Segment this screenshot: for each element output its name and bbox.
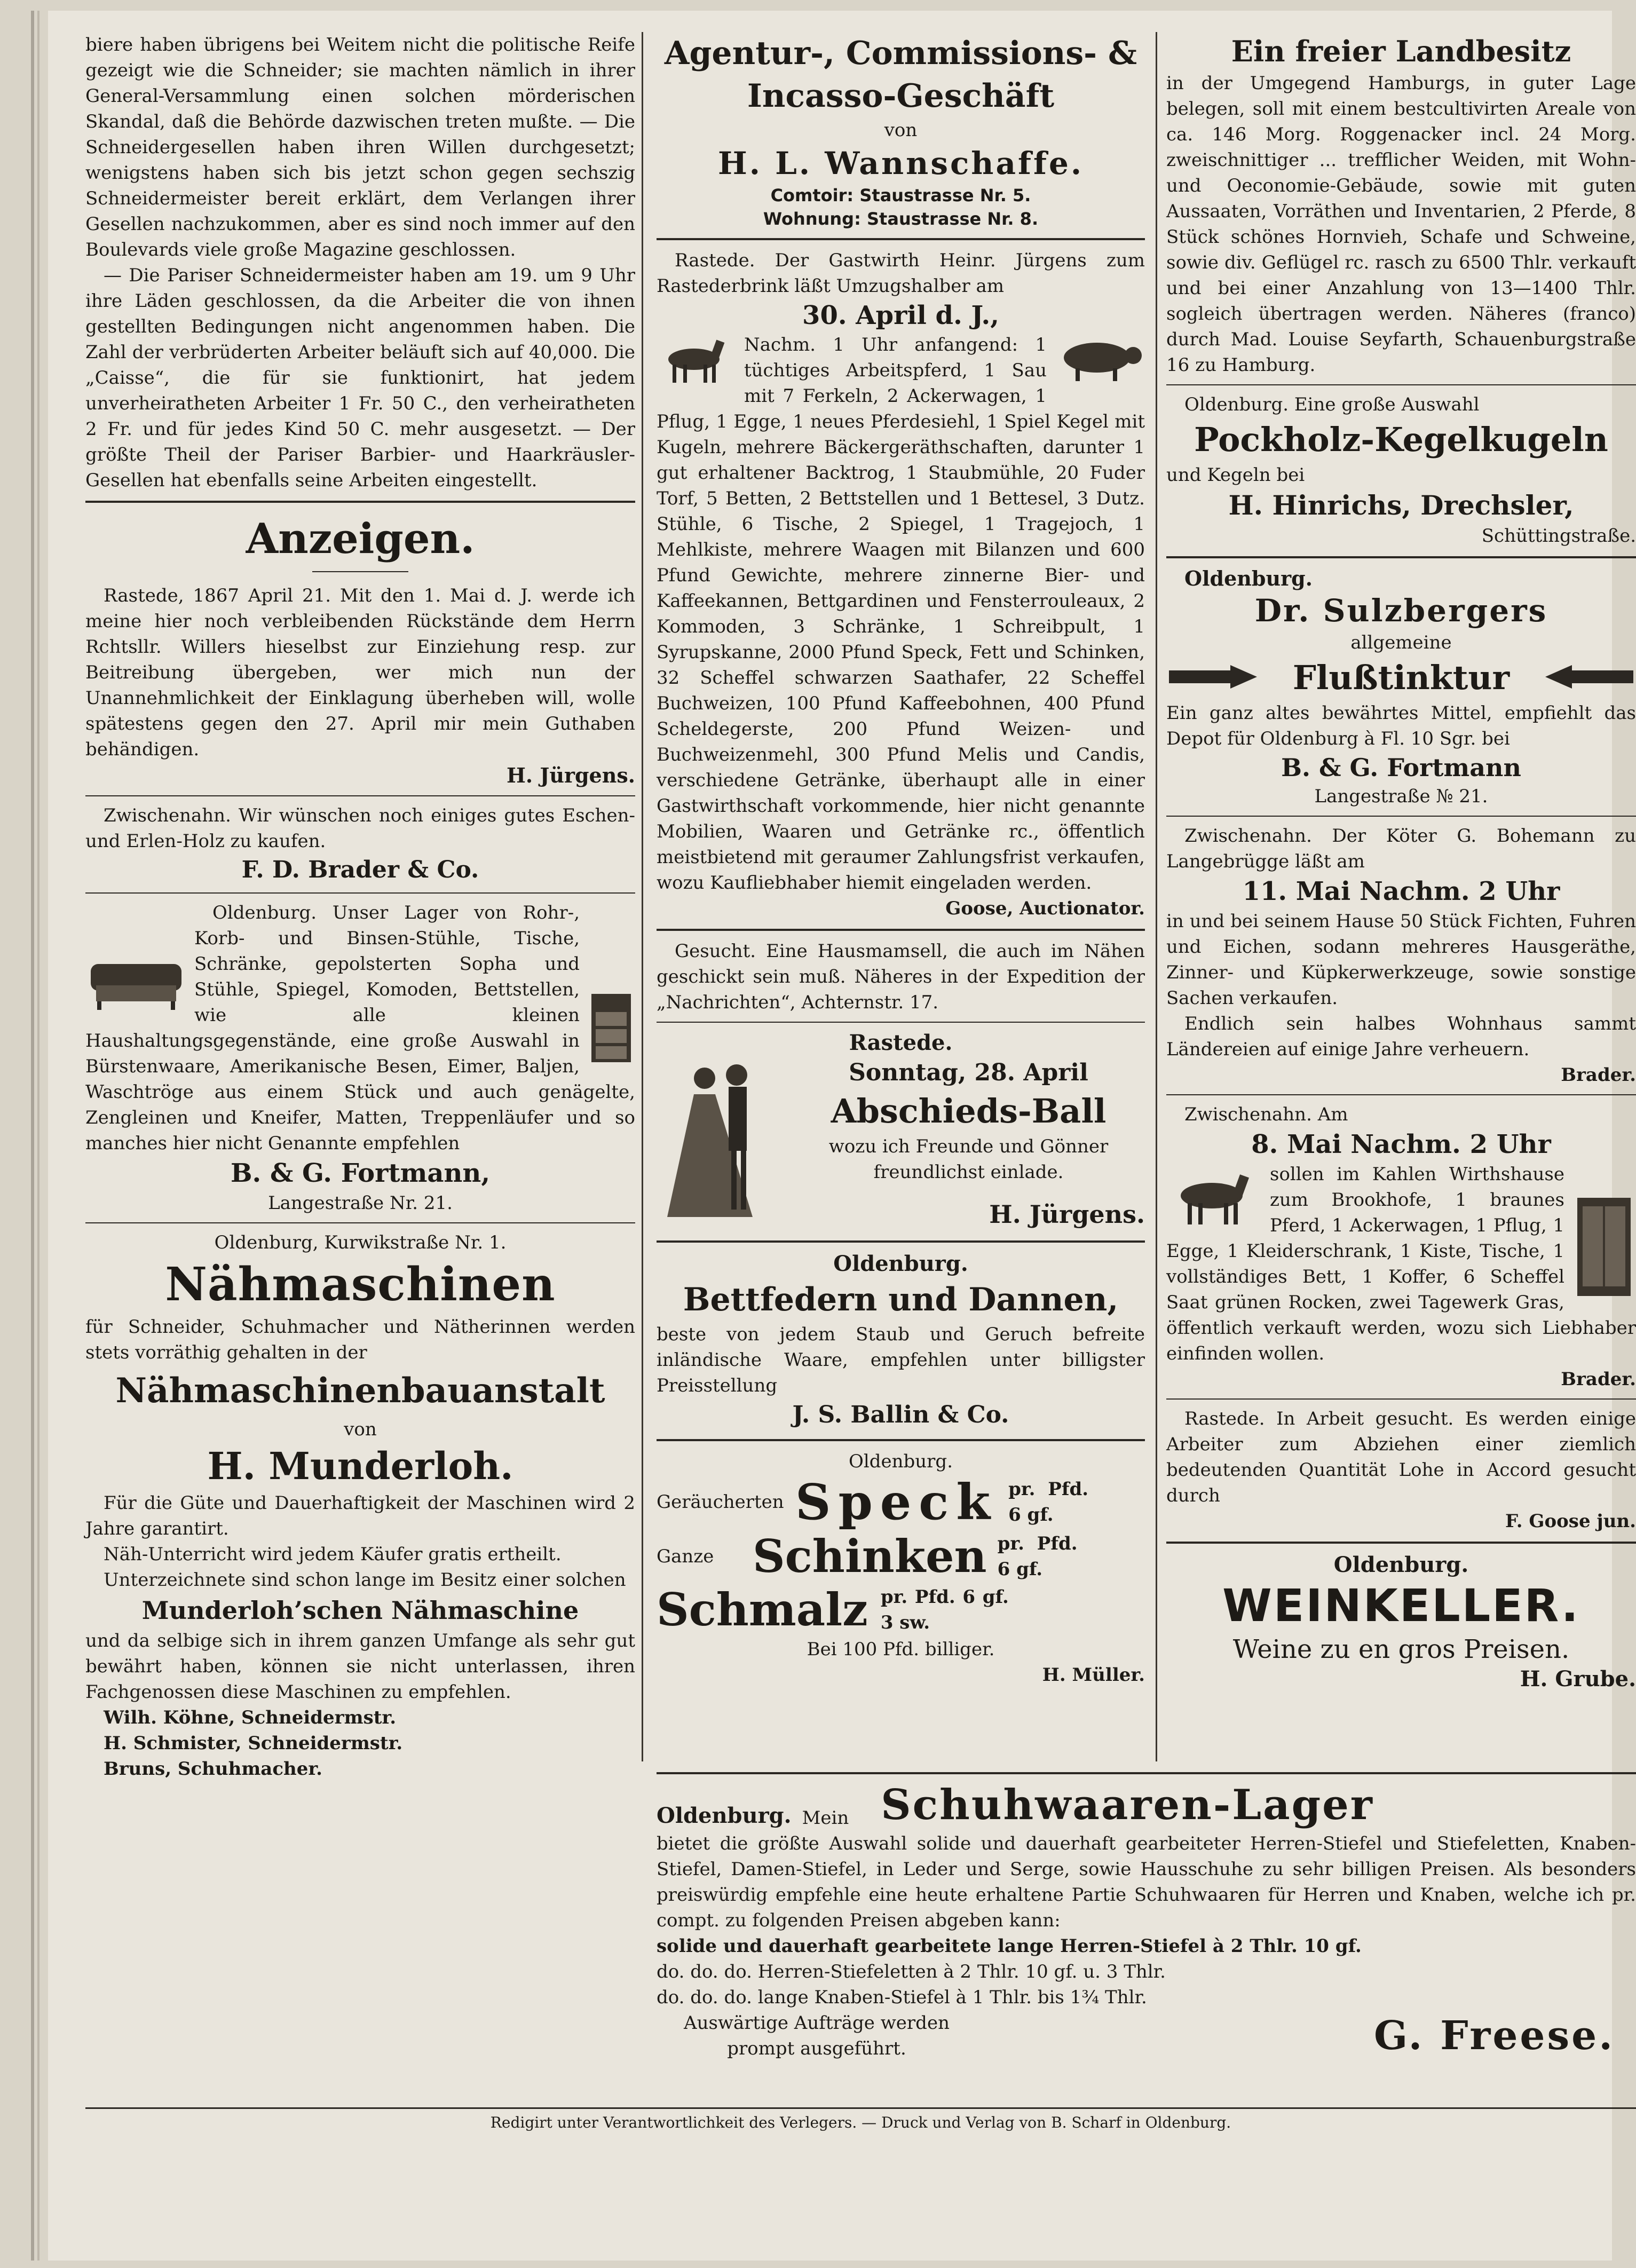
bett-text: beste von jedem Staub und Geruch befreite inländische Waare, empfehlen unter billigster Preisstellung <box>657 1324 1145 1396</box>
zwischenahn-1-date: 11. Mai Nachm. 2 Uhr <box>1242 876 1560 906</box>
arbeit-text: Rastede. In Arbeit gesucht. Es werden einige Arbeiter zum Abziehen einer ziemlich bedeutenden Quantität Lohe in Accord gesucht durch <box>1166 1408 1636 1506</box>
page-edge-inner <box>37 11 39 2261</box>
wein-text: Weine zu en gros Preisen. <box>1232 1634 1570 1664</box>
kegel-text: und Kegeln bei <box>1166 464 1305 486</box>
horse-illustration <box>657 335 737 388</box>
speck-heading: Speck <box>795 1473 998 1531</box>
ball-sign: H. Jürgens. <box>989 1200 1145 1229</box>
signer-1: Wilh. Köhne, Schneidermstr. <box>104 1707 397 1728</box>
incasso-heading: Incasso-Geschäft <box>747 77 1055 115</box>
weinkeller-heading: WEINKELLER. <box>1222 1579 1580 1632</box>
auction-head: Rastede. Der Gastwirth Heinr. Jürgens zum Rastederbrink läßt Umzugshalber am <box>657 250 1145 297</box>
divider <box>657 238 1145 240</box>
zwischenahn-2-head: Zwischenahn. Am <box>1184 1104 1348 1125</box>
news-text: biere haben übrigens bei Weitem nicht die politische Reife gezeigt wie die Schneider; sie machten nämlich in ihrer General-Versammlung einen solchen mörderischen Skandal, daß die Behörde dazwischen treten mußte. — Die Schneidergesellen haben ihren Willen durchgesetzt; wenigstens haben sich bis jetzt schon gegen sechszig Schneidermeister bereit erklärt, dem Verlangen ihrer Gesellen nachzukommen, aber es sind noch immer auf den Boulevards viele große Magazine geschlossen. <box>85 34 635 260</box>
zwischenahn-1-text-2: in und bei seinem Hause 50 Stück Fichten, Fuhren und Eichen, sodann mehreres Hausgeräthe, Zinner- und Küpkerwerkzeuge, sowie sonstige Sachen verkaufen. <box>1166 911 1636 1009</box>
schuhwaaren-head-row <box>657 1780 1636 1831</box>
schuh-price-row-3: do. do. do. lange Knaben-Stiefel à 1 Thlr. bis 1¾ Thlr. <box>657 1987 1147 2008</box>
schmalz-price: pr. Pfd. 6 gf. 3 sw. <box>880 1586 1009 1633</box>
gesucht-text: Gesucht. Eine Hausmamsell, die auch im Nähen geschickt sein muß. Näheres in der Expedition der „Nachrichten“, Achternstr. 17. <box>657 941 1145 1013</box>
column-right <box>1166 32 1636 1740</box>
sulz-text: Ein ganz altes bewährtes Mittel, empfiehlt das Depot für Oldenburg à Fl. 10 Sgr. bei <box>1166 702 1636 749</box>
bett-place: Oldenburg. <box>833 1251 968 1276</box>
speck-prefix: Geräucherten <box>657 1491 784 1513</box>
divider <box>85 892 635 894</box>
ball-text: wozu ich Freunde und Gönner freundlichst einlade. <box>828 1136 1109 1183</box>
zwischenahn-1-text: Zwischenahn. Der Köter G. Bohemann zu Langebrügge läßt am <box>1166 825 1636 872</box>
schuh-foot-row <box>657 2010 1636 2061</box>
kegel-head: Oldenburg. Eine große Auswahl <box>1184 394 1480 415</box>
dancing-couple-illustration <box>657 1057 785 1230</box>
ad-munderloh-text: für Schneider, Schuhmacher und Nätherinnen werden stets vorräthig gehalten in der <box>85 1316 635 1363</box>
schinken-row <box>657 1530 1145 1583</box>
zwischenahn-1-sign: Brader. <box>1561 1064 1636 1086</box>
schuh-mein: Mein <box>802 1807 849 1829</box>
footer <box>85 2107 1636 2133</box>
short-rule <box>312 571 408 572</box>
schmalz-heading: Schmalz <box>657 1583 868 1636</box>
pig-illustration <box>1054 335 1145 385</box>
schinken-prefix: Ganze <box>657 1546 714 1567</box>
pointing-hand-left-icon <box>1540 661 1636 695</box>
schuh-auswaert: Auswärtige Aufträge werden prompt ausgeführt. <box>684 2012 950 2059</box>
schuhwaaren-ad <box>657 1772 1636 2061</box>
ad-fortmann-address: Langestraße Nr. 21. <box>268 1192 453 1214</box>
ad-munderloh-lessons: Näh-Unterricht wird jedem Käufer gratis ertheilt. <box>104 1544 562 1565</box>
speck-row <box>657 1474 1145 1530</box>
zwischenahn-2-text: sollen im Kahlen Wirthshause zum Brookhofe, 1 braunes Pferd, 1 Ackerwagen, 1 Pflug, 1 Egge, 1 Kleiderschrank, 1 Kiste, Tische, 1 vollständiges Bett, 1 Koffer, 6 Scheffel Saat grünen Rocken, zwei Tagewerk Gras, öffentlich verkauft werden, wozu sich Liebhaber einfinden wollen. <box>1166 1164 1636 1364</box>
cabinet-illustration <box>587 991 635 1068</box>
schmalz-row <box>657 1583 1145 1637</box>
sulz-allgemeine: allgemeine <box>1350 632 1452 653</box>
ad-munderloh-guarantee: Für die Güte und Dauerhaftigkeit der Maschinen wird 2 Jahre garantirt. <box>85 1492 635 1539</box>
newspaper-page <box>48 11 1636 2261</box>
divider <box>1166 384 1636 385</box>
column-rule-2 <box>1156 32 1157 1761</box>
page-edge <box>31 11 34 2261</box>
kegelkugeln-heading: Pockholz-Kegelkugeln <box>1194 420 1608 459</box>
footer-text: Redigirt unter Verantwortlichkeit des Verlegers. — Druck und Verlag von B. Scharf in Oldenburg. <box>490 2114 1231 2131</box>
zwischenahn-1-text-3: Endlich sein halbes Wohnhaus sammt Ländereien auf einige Jahre verheuern. <box>1166 1013 1636 1060</box>
schinken-heading: Schinken <box>753 1530 987 1583</box>
ball-place: Rastede. <box>849 1030 953 1055</box>
arbeit-sign: F. Goose jun. <box>1505 1511 1636 1532</box>
landbesitz-text: in der Umgegend Hamburgs, in guter Lage belegen, soll mit einem bestcultivirten Areale von ca. 146 Morg. Roggenacker incl. 24 Morg. zweischnittiger ... trefflicher Weiden, mit Wohn- und Oeconomie-Gebäude, sowie mit guten Aussaaten, Vorräthen und Inventarien, 2 Pferde, 8 Stück schönes Hornvieh, Schafe und Schweine, sowie div. Geflügel rc. rasch zu 6500 Thlr. verkauft und bei einer Anzahlung von 13—1400 Thlr. sogleich übertragen werden. Näheres (franco) durch Mad. Louise Seyfarth, Schauenburgstraße 16 zu Hamburg. <box>1166 73 1636 376</box>
divider <box>657 929 1145 931</box>
ad-juergens-sign: H. Jürgens. <box>507 763 635 787</box>
divider <box>657 1240 1145 1243</box>
schuh-text: bietet die größte Auswahl solide und dauerhaft gearbeiteter Herren-Stiefel und Stiefeletten, Knaben-Stiefel, Damen-Stiefel, in Leder und Serge, sowie Hausschuhe zu sehr billigen Preisen. Als besonders preiswürdig empfehle eine heute erhaltene Partie Schuhwaaren für Herren und Knaben, welche ich pr. compt. zu folgenden Preisen abgeben kann: <box>657 1833 1636 1931</box>
ad-munderloh-von: von <box>344 1419 377 1440</box>
column-rule-1 <box>642 32 643 1761</box>
ball-date: Sonntag, 28. April <box>849 1059 1088 1086</box>
schinken-price: pr. Pfd. 6 gf. <box>997 1533 1078 1580</box>
divider <box>1166 556 1636 558</box>
ad-fortmann-sign: B. & G. Fortmann, <box>230 1158 491 1188</box>
ad-munderloh-head: Oldenburg, Kurwikstraße Nr. 1. <box>214 1232 507 1253</box>
pointing-hand-right-icon <box>1166 661 1262 695</box>
anzeigen-heading: Anzeigen. <box>246 515 475 563</box>
auction-text: Nachm. 1 Uhr anfangend: 1 tüchtiges Arbeitspferd, 1 Sau mit 7 Ferkeln, 2 Ackerwagen, 1 Pflug, 1 Egge, 1 neues Pferdesiehl, 1 Spiel Kegel mit Kugeln, mehrere Bäckergeräthschaften, darunter 1 gut erhaltener Backtrog, 1 Staubmühle, 20 Fuder Torf, 5 Betten, 2 Bettstellen und 1 Bettesel, 3 Dutz. Stühle, 6 Tische, 2 Spiegel, 1 Tragejoch, 1 Mehlkiste, mehrere Waagen mit Bilanzen und 600 Pfund Gewichte, mehrere zinnerne Bier- und Kaffeekannen, Bettgardinen und Fensterrouleaux, 2 Kommoden, 3 Schränke, 1 Schreibpult, 1 Syrupskanne, 2000 Pfund Speck, Fett und Schinken, 32 Scheffel schwarzen Saathafer, 22 Scheffel Buchweizen, 100 Pfund Kaffeebohnen, 400 Pfund Scheldegerste, 200 Pfund Weizen- und Buchweizenmehl, 300 Pfund Melis und Candis, verschiedene Getränke, überhaupt alle in einer Gastwirthschaft vorkommende, hier nicht genannte Mobilien, Waaren und Getränke rc., öffentlich meistbietend mit geraumer Zahlungsfrist verkaufen, wozu Kaufliebhaber hiemit eingeladen werden. <box>657 334 1145 894</box>
zwischenahn-2-sign: Brader. <box>1561 1369 1636 1390</box>
signer-3: Bruns, Schuhmacher. <box>104 1758 323 1780</box>
schuh-price-row-2: do. do. do. Herren-Stiefeletten à 2 Thlr. 10 gf. u. 3 Thlr. <box>657 1961 1166 1982</box>
naehmaschinen-heading: Nähmaschinen <box>165 1258 556 1311</box>
bettfedern-heading: Bettfedern und Dannen, <box>683 1281 1119 1318</box>
divider <box>657 1022 1145 1023</box>
flusstinktur-row <box>1166 655 1636 700</box>
sulzbergers-heading: Dr. Sulzbergers <box>1254 592 1548 629</box>
ad-fortmann-text: Oldenburg. Unser Lager von Rohr-, Korb- und Binsen-Stühle, Tische, Schränke, gepolsterten Sopha und Stühle, Spiegel, Komoden, Bettstellen, wie alle kleinen Haushaltungsgegenstände, eine große Auswahl in Bürstenwaare, Amerikanische Besen, Eimer, Baljen, Waschtröge aus einem Stück und auch genägelte, Zengleinen und Kneifer, Matten, Treppenläufer und so manches hier nicht Genannte empfehlen <box>85 902 635 1154</box>
ad-juergens-text: Rastede, 1867 April 21. Mit den 1. Mai d. J. werde ich meine hier noch verbleibenden Rückstände dem Herrn Rchtsllr. Willers hieselbst zur Einziehung resp. zur Beitreibung übergeben, wer mich nun der Unannehmlichkeit der Einklagung überheben will, wolle spätestens gegen den 27. April mir mein Guthaben behändigen. <box>85 585 635 760</box>
kegel-sign: H. Hinrichs, Drechsler, <box>1228 489 1574 521</box>
comtoir-address: Comtoir: Staustrasse Nr. 5. <box>770 185 1031 206</box>
wardrobe-illustration <box>1572 1194 1636 1302</box>
column-middle <box>657 32 1145 1740</box>
divider <box>657 1439 1145 1441</box>
speck-billiger: Bei 100 Pfd. billiger. <box>807 1639 995 1660</box>
agentur-von: von <box>884 120 918 141</box>
ad-munderloh-name: H. Munderloh. <box>207 1444 513 1488</box>
divider <box>1166 816 1636 817</box>
ad-brader-sign: F. D. Brader & Co. <box>241 856 479 883</box>
speck-sign: H. Müller. <box>1042 1664 1145 1686</box>
news-text-2: — Die Pariser Schneidermeister haben am 19. um 9 Uhr ihre Läden geschlossen, da die Arbeiter die von ihnen gestellten Bedingungen nicht angenommen haben. Die Zahl der verbrüderten Arbeiter beläuft sich auf 40,000. Die „Caisse“, die für sie funktionirt, hat jedem unverheiratheten Arbeiter 1 Fr. 50 C., den verheiratheten 2 Fr. und für jedes Kind 50 C. mehr ausgesetzt. — Der größte Theil der Pariser Barbier- und Haarkräusler-Gesellen hat ebenfalls seine Arbeiten eingestellt. <box>85 265 635 491</box>
ad-brader-text: Zwischenahn. Wir wünschen noch einiges gutes Eschen- und Erlen-Holz zu kaufen. <box>85 805 635 852</box>
signer-2: H. Schmister, Schneidermstr. <box>104 1733 403 1754</box>
kegel-address: Schüttingstraße. <box>1481 525 1636 547</box>
landbesitz-heading: Ein freier Landbesitz <box>1231 34 1571 68</box>
abschieds-ball-heading: Abschieds-Ball <box>831 1092 1107 1131</box>
divider <box>85 1222 635 1223</box>
naehmaschinenbauanstalt-heading: Nähmaschinenbauanstalt <box>115 1371 605 1411</box>
zwischenahn-2-date: 8. Mai Nachm. 2 Uhr <box>1251 1129 1551 1159</box>
sulz-address: Langestraße № 21. <box>1314 786 1488 807</box>
wein-place: Oldenburg. <box>1333 1552 1469 1577</box>
sulz-place: Oldenburg. <box>1184 566 1313 590</box>
wannschaffe-name: H. L. Wannschaffe. <box>717 145 1084 181</box>
auction-date: 30. April d. J., <box>802 301 999 330</box>
speck-place: Oldenburg. <box>848 1451 953 1472</box>
divider <box>85 501 635 503</box>
munderloh-machine-heading: Munderloh’schen Nähmaschine <box>141 1596 579 1625</box>
ad-munderloh-owners: Unterzeichnete sind schon lange im Besitz einer solchen <box>104 1569 626 1591</box>
speck-price: pr. Pfd. 6 gf. <box>1008 1479 1089 1526</box>
auction-sign: Goose, Auctionator. <box>945 898 1145 919</box>
horse-illustration-2 <box>1166 1169 1262 1230</box>
wohnung-address: Wohnung: Staustrasse Nr. 8. <box>763 209 1039 229</box>
schuh-price-row-1: solide und dauerhaft gearbeitete lange Herren-Stiefel à 2 Thlr. 10 gf. <box>657 1935 1362 1957</box>
column-left <box>85 32 635 2146</box>
schuhwaaren-heading: Schuhwaaren-Lager <box>881 1781 1374 1829</box>
ad-munderloh-recommend: und da selbige sich in ihrem ganzen Umfange als sehr gut bewährt haben, können sie nicht unterlassen, ihren Fachgenossen diese Maschinen zu empfehlen. <box>85 1630 635 1703</box>
agentur-heading: Agentur-, Commissions- & <box>664 35 1137 72</box>
schuh-sign: G. Freese. <box>1374 2013 1615 2059</box>
divider <box>1166 1094 1636 1095</box>
divider <box>1166 1542 1636 1544</box>
sulz-sign: B. & G. Fortmann <box>1281 753 1521 782</box>
divider <box>85 795 635 796</box>
sofa-illustration <box>85 953 187 1014</box>
schuh-place: Oldenburg. <box>657 1803 792 1828</box>
bett-sign: J. S. Ballin & Co. <box>792 1401 1009 1428</box>
wein-sign: H. Grube. <box>1520 1666 1636 1692</box>
divider <box>1166 1398 1636 1400</box>
flusstinktur-heading: Flußtinktur <box>1292 658 1510 697</box>
